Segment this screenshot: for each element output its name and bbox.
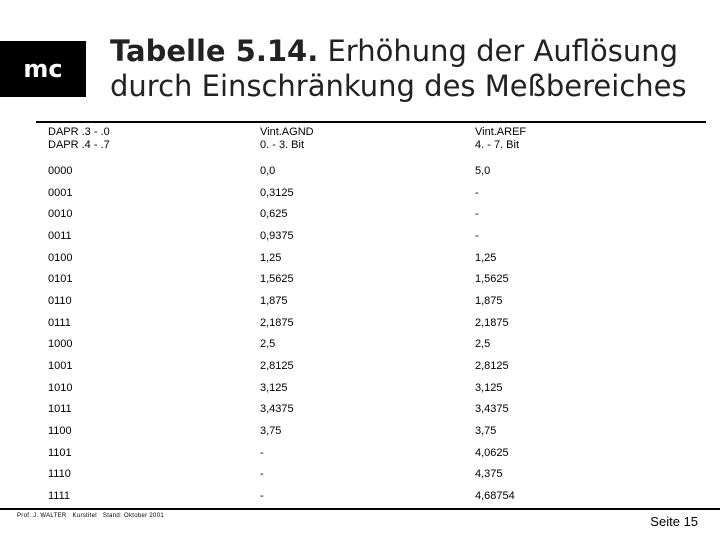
cell-vint-agnd: 3,4375 [260, 403, 294, 416]
slide-title [110, 34, 710, 104]
cell-vint-agnd: 1,5625 [260, 273, 294, 286]
cell-dapr: 0110 [48, 294, 72, 307]
header-aref-line2: 4. - 7. Bit [475, 139, 520, 151]
cell-vint-agnd: 1,875 [260, 294, 288, 307]
cell-vint-agnd: - [260, 468, 264, 481]
footer-date: Stand: Oktober 2001 [102, 513, 164, 519]
header-vint-agnd [260, 126, 475, 160]
cell-dapr: 0000 [48, 164, 73, 177]
title-line1: Erhöhung der Auflösung [318, 34, 679, 68]
cell-vint-agnd: 2,1875 [260, 316, 294, 329]
table-row [48, 290, 575, 312]
cell-dapr: 1011 [48, 403, 72, 416]
cell-dapr: 0010 [48, 208, 73, 221]
cell-vint-aref: 4,68754 [475, 490, 515, 503]
cell-dapr: 1101 [48, 446, 72, 459]
table-header-row [48, 126, 575, 160]
table-row [48, 399, 575, 421]
cell-vint-agnd: 3,125 [260, 381, 288, 394]
cell-vint-aref: 1,5625 [475, 273, 509, 286]
cell-dapr: 0111 [48, 316, 71, 329]
mc-logo: mc [0, 41, 86, 97]
cell-vint-agnd: 0,625 [260, 208, 288, 221]
cell-vint-aref: - [475, 208, 479, 221]
cell-vint-aref: - [475, 229, 479, 242]
title-number: Tabelle 5.14. [110, 34, 319, 68]
cell-vint-aref: 2,5 [475, 338, 491, 351]
cell-vint-agnd: 0,0 [260, 164, 276, 177]
table-row [48, 464, 575, 486]
table-row [48, 225, 575, 247]
page-number: Seite 15 [650, 514, 698, 529]
cell-dapr: 0011 [48, 229, 72, 242]
top-divider [36, 121, 706, 123]
header-dapr [48, 126, 260, 160]
bottom-divider [0, 508, 720, 510]
cell-dapr: 1111 [48, 490, 71, 503]
cell-vint-aref: 4,375 [475, 468, 503, 481]
cell-vint-agnd: 0,9375 [260, 229, 294, 242]
cell-vint-aref: 3,125 [475, 381, 503, 394]
table-row [48, 247, 575, 269]
cell-vint-aref: 3,75 [475, 425, 497, 438]
header-dapr-line2: DAPR .4 - .7 [48, 139, 110, 151]
table-row [48, 485, 575, 507]
table-row [48, 355, 575, 377]
cell-vint-aref: 1,25 [475, 251, 497, 264]
cell-vint-agnd: 3,75 [260, 425, 282, 438]
table-row [48, 442, 575, 464]
title-line2: durch Einschränkung des Meßbereiches [110, 69, 687, 103]
cell-vint-aref: 1,875 [475, 294, 503, 307]
table-row [48, 268, 575, 290]
table-row [48, 182, 575, 204]
cell-dapr: 1110 [48, 468, 71, 481]
table-row [48, 334, 575, 356]
cell-vint-agnd: 1,25 [260, 251, 282, 264]
table-body [48, 160, 575, 507]
resolution-table [48, 126, 575, 507]
header-agnd-line1: Vint.AGND [260, 126, 314, 138]
footer-info [17, 513, 170, 519]
cell-dapr: 1010 [48, 381, 73, 394]
cell-vint-agnd: - [260, 490, 264, 503]
cell-vint-agnd: 0,3125 [260, 186, 294, 199]
cell-dapr: 0100 [48, 251, 73, 264]
header-vint-aref [475, 126, 575, 160]
cell-vint-agnd: - [260, 446, 264, 459]
table-row [48, 312, 575, 334]
footer-course: Kurstitel [72, 513, 97, 519]
cell-dapr: 0101 [48, 273, 73, 286]
table-row [48, 420, 575, 442]
header-dapr-line1: DAPR .3 - .0 [48, 126, 110, 138]
footer-author: Prof. J. WALTER [17, 513, 67, 519]
table-row [48, 377, 575, 399]
cell-vint-aref: 5,0 [475, 164, 491, 177]
table-row [48, 160, 575, 182]
cell-vint-aref: 4,0625 [475, 446, 509, 459]
cell-dapr: 1100 [48, 425, 72, 438]
header-agnd-line2: 0. - 3. Bit [260, 139, 305, 151]
cell-vint-agnd: 2,5 [260, 338, 276, 351]
header-aref-line1: Vint.AREF [475, 126, 527, 138]
cell-vint-aref: 2,8125 [475, 360, 509, 373]
cell-vint-aref: 3,4375 [475, 403, 509, 416]
cell-vint-aref: 2,1875 [475, 316, 509, 329]
cell-vint-aref: - [475, 186, 479, 199]
cell-dapr: 1001 [48, 360, 73, 373]
cell-vint-agnd: 2,8125 [260, 360, 294, 373]
table-row [48, 203, 575, 225]
cell-dapr: 1000 [48, 338, 73, 351]
cell-dapr: 0001 [48, 186, 73, 199]
